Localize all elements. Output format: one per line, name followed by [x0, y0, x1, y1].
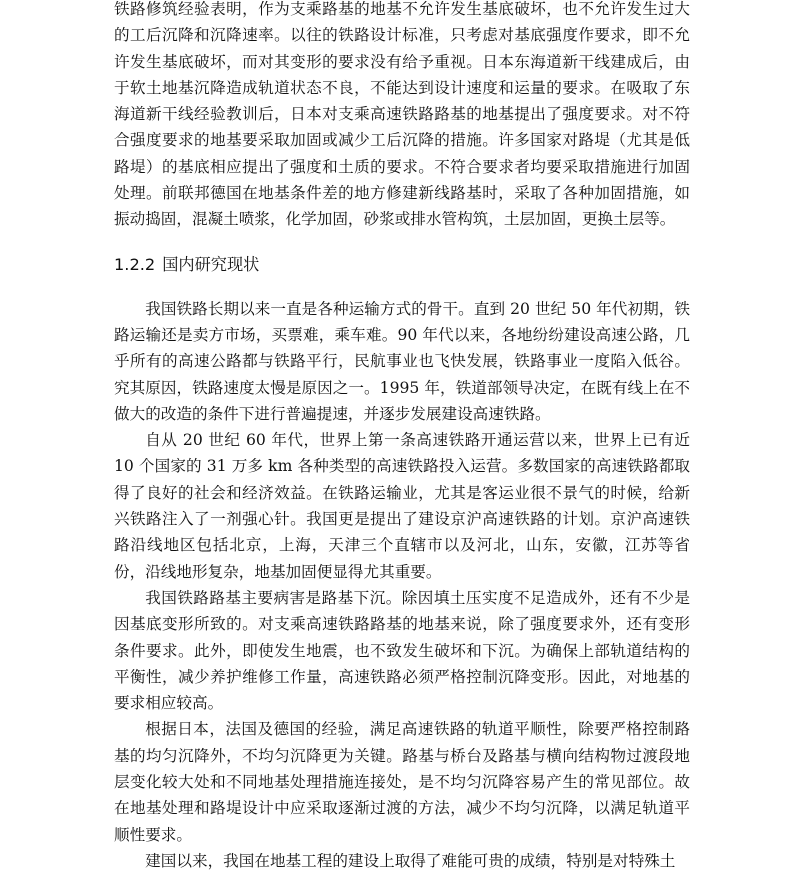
paragraph-1: 我国铁路长期以来一直是各种运输方式的骨干。直到 20 世纪 50 年代初期，铁路运输还是卖方市场，买票难，乘车难。90 年代以来，各地纷纷建设高速公路，几乎所有的高速公路都与铁路平行，民航事业也飞快发展，铁路事业一度陷入低谷。究其原因，铁路速度太慢是原因之一。1995 年，铁道部领导决定，在既有线上在不做大的改造的条件下进行普遍提速，并逐步发展建设高速铁路。	[114, 299, 690, 423]
section-heading	[114, 233, 690, 296]
paragraph-5: 建国以来，我国在地基工程的建设上取得了难能可贵的成绩，特别是对特殊土	[145, 851, 676, 870]
paragraph-4: 根据日本，法国及德国的经验，满足高速铁路的轨道平顺性，除要严格控制路基的均匀沉降外，不均匀沉降更为关键。路基与桥台及路基与横向结构物过渡段地层变化较大处和不同地基处理措施连接处，是不均匀沉降容易产生的常见部位。故在地基处理和路堤设计中应采取逐渐过渡的方法，减少不均匀沉降，以满足轨道平顺性要求。	[114, 720, 690, 844]
document-body	[114, 0, 690, 874]
paragraph-2: 自从 20 世纪 60 年代，世界上第一条高速铁路开通运营以来，世界上已有近 10 个国家的 31 万多 km 各种类型的高速铁路投入运营。多数国家的高速铁路都取得了良好的社会和经济效益。在铁路运输业，尤其是客运业很不景气的时候，给新兴铁路注入了一剂强心针。我国更是提出了建设京沪高速铁路的计划。京沪高速铁路沿线地区包括北京，上海，天津三个直辖市以及河北，山东，安徽，江苏等省份，沿线地形复杂，地基加固便显得尤其重要。	[114, 431, 690, 581]
section-title: 国内研究现状	[162, 254, 260, 274]
section-number: 1.2.2	[114, 254, 156, 274]
paragraph-3: 我国铁路路基主要病害是路基下沉。除因填土压实度不足造成外，还有不少是因基底变形所致的。对支乘高速铁路路基的地基来说，除了强度要求外，还有变形条件要求。此外，即使发生地震，也不致发生破坏和下沉。为确保上部轨道结构的平衡性，减少养护维修工作量，高速铁路必须严格控制沉降变形。因此，对地基的要求相应较高。	[114, 588, 690, 713]
intro-paragraph: 铁路修筑经验表明，作为支乘路基的地基不允许发生基底破坏，也不允许发生过大的工后沉降和沉降速率。以往的铁路设计标准，只考虑对基底强度作要求，即不允许发生基底破坏，而对其变形的要求没有给予重视。日本东海道新干线建成后，由于软土地基沉降造成轨道状态不良，不能达到设计速度和运量的要求。在吸取了东海道新干线经验教训后，日本对支乘高速铁路路基的地基提出了强度要求。对不符合强度要求的地基要采取加固或减少工后沉降的措施。许多国家对路堤（尤其是低路堤）的基底相应提出了强度和土质的要求。不符合要求者均要采取措施进行加固处理。前联邦德国在地基条件差的地方修建新线路基时，采取了各种加固措施，如振动捣固，混凝土喷浆，化学加固，砂浆或排水管构筑，土层加固，更换土层等。	[114, 0, 690, 229]
